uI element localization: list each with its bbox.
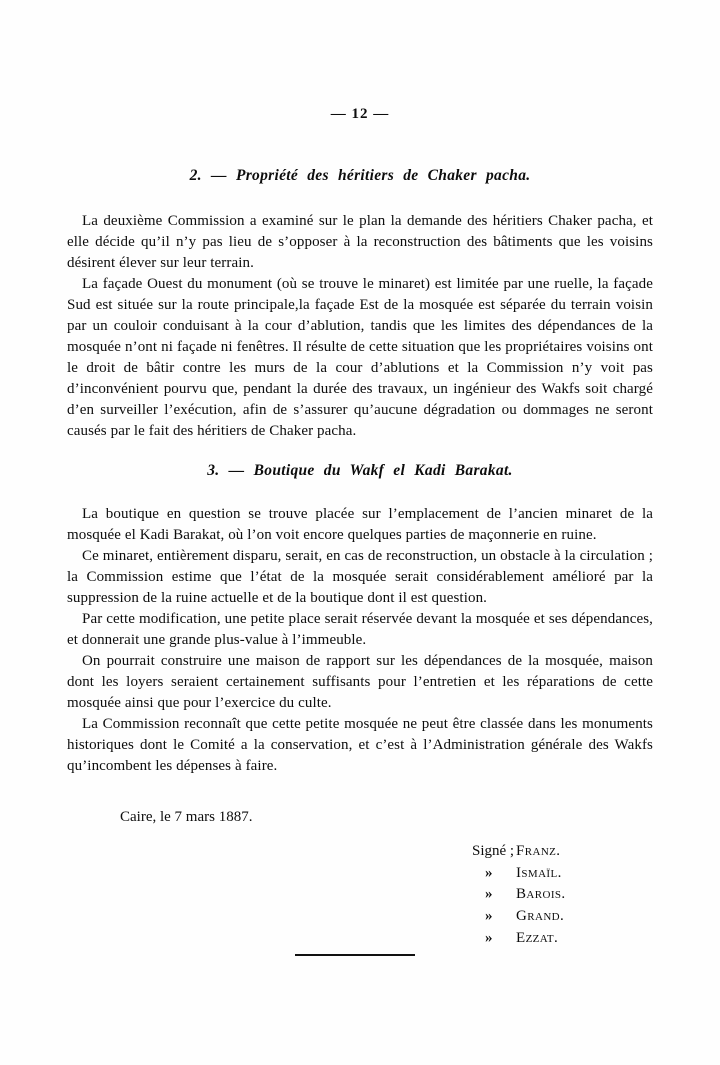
ditto-mark: » — [485, 908, 493, 925]
dateline: Caire, le 7 mars 1887. — [120, 809, 253, 825]
paragraph: La Commission reconnaît que cette petite mosquée ne peut être classée dans les monuments historiques dont le Comité a la conservation, et c’est à l’Administration générale des Wakfs qu’incombent les dépenses à faire. — [67, 716, 653, 774]
ditto-mark: » — [485, 929, 493, 946]
paragraph: Par cette modification, une petite place serait réservée devant la mosquée et ses dépendances, et donnerait une grande plus-value à l’immeuble. — [67, 611, 653, 648]
signature-row — [472, 843, 566, 865]
paragraph: La boutique en question se trouve placée sur l’emplacement de l’ancien minaret de la mosquée el Kadi Barakat, où l’on voit encore quelques parties de maçonnerie en ruine. — [67, 506, 653, 543]
signatory-name: Barois. — [516, 886, 566, 903]
signature-row — [472, 908, 566, 930]
signed-label: Signé ; — [472, 843, 515, 859]
signature-row — [472, 886, 566, 908]
page-number: — 12 — — [330, 106, 390, 122]
paragraph: La deuxième Commission a examiné sur le plan la demande des héritiers Chaker pacha, et elle décide qu’il n’y pas lieu de s’opposer à la reconstruction des bâtiments que les voisins désirent élever sur leur terrain. — [67, 213, 653, 271]
signatory-name: Grand. — [516, 908, 565, 925]
signature-row — [472, 865, 566, 887]
signature-block — [472, 843, 566, 951]
section-2-heading: 2. — Propriété des héritiers de Chaker pacha. — [189, 167, 531, 184]
section-3-body — [67, 504, 653, 777]
ditto-mark: » — [485, 886, 493, 903]
signatory-name: Franz. — [516, 843, 561, 859]
paragraph: On pourrait construire une maison de rapport sur les dépendances de la mosquée, maison dont les loyers seraient certainement suffisants pour l’entretien et les réparations de cette mosquée ainsi que pour l’exercice du culte. — [67, 653, 653, 711]
section-3-heading: 3. — Boutique du Wakf el Kadi Barakat. — [207, 462, 513, 479]
footer-rule — [295, 954, 415, 956]
signatory-name: Ezzat. — [516, 929, 559, 946]
paragraph: La façade Ouest du monument (où se trouve le minaret) est limitée par une ruelle, la façade Sud est située sur la route principale,la façade Est de la mosquée est séparée du terrain voisin par un couloir conduisant à la cour d’ablution, tandis que les limites des dépendances de la mosquée n’ont ni façade ni fenêtres. Il résulte de cette situation que les propriétaires voisins ont le droit de bâtir contre les murs de la cour d’ablutions et la Commission n’y voit pas d’inconvénient pourvu que, pendant la durée des travaux, un ingénieur des Wakfs soit chargé d’en surveiller l’exécution, afin de s’assurer qu’aucune dégradation ou dommages ne seront causés par le fait des héritiers de Chaker pacha. — [67, 276, 653, 439]
section-2-body — [67, 211, 653, 442]
signatory-name: Ismaïl. — [516, 864, 562, 881]
signature-row — [472, 930, 566, 952]
paragraph: Ce minaret, entièrement disparu, serait, en cas de reconstruction, un obstacle à la circulation ; la Commission estime que l’état de la mosquée serait considérablement amélioré par la suppression de la ruine actuelle et de la boutique dont il est question. — [67, 548, 653, 606]
ditto-mark: » — [485, 864, 493, 881]
